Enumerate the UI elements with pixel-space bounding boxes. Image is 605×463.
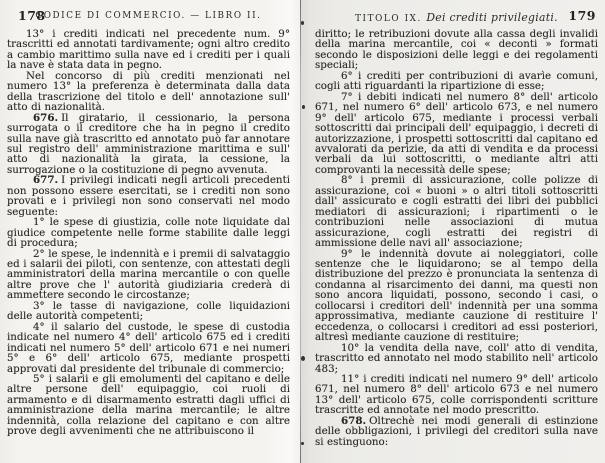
paragraph-item-5: 5° i salarii e gli emolumenti del capitano e delle altre persone dell' equipaggio, coi ruoli di armamento e di disarmamento estratti dagli uffici di amministrazione della marina mercantile; le altre indennità, colla relazione del capitano e con altre prove degli avvenimenti che ne attribuiscono il — [7, 372, 290, 438]
left-page — [7, 0, 290, 463]
left-running-title-text: CODICE DI COMMERCIO. — LIBRO II. — [35, 11, 262, 21]
right-running-title-italic: Dei crediti privilegiati. — [426, 11, 558, 24]
paragraph-item-8: 8° i premii di assicurazione, colle polizze di assicurazione, coi « buoni » o altri titoli sottoscritti dall' assicurato e cogli estratti dei libri dei pubblici mediatori di assicurazioni; i ripartimenti o le contribuzioni nelle associazioni di mutua assicurazione, cogli estratti dei registri di ammissione delle navi all' associazione; — [315, 174, 598, 250]
article-number: 678. — [341, 414, 367, 427]
book-gutter-line — [300, 0, 301, 463]
paragraph-item-4: 4° il salario del custode, le spese di custodia indicate nel numero 4° dell' articolo 675 ed i crediti indicati nel numero 5° dell' articolo 671 e nei numeri 5° e 6° dell' articolo 675, mediante prospetti approvati dal presidente del tribunale di commercio; — [7, 320, 290, 375]
right-page-text — [315, 29, 598, 447]
paragraph-item-2: 2° le spese, le indennità e i premii di salvataggio ed i salarii dei piloti, con sentenze, con attestati degli amministratori della marina mercantile o con quelle altre prove che l' autorità giudiziaria crederà di ammettere secondo le circostanze; — [7, 247, 290, 302]
left-running-title — [7, 8, 290, 21]
right-running-header — [315, 8, 598, 24]
ink-speck — [301, 21, 304, 25]
paragraph: Nel concorso di più crediti menzionati nel numero 13° la preferenza è determinata dalla data della trascrizione del titolo e dell' annotazione sull' atto di nazionalità. — [7, 69, 290, 114]
ink-speck — [301, 442, 304, 445]
right-page — [315, 0, 598, 463]
paragraph-item-6: 6° i crediti per contribuzioni di avarìe comuni, cogli atti riguardanti la ripartizione di esse; — [315, 69, 598, 93]
paragraph-item-1: 1° le spese di giustizia, colle note liquidate dal giudice competente nelle forme stabilite dalle leggi di procedura; — [7, 216, 290, 250]
paragraph: 13° i crediti indicati nel precedente num. 9° trascritti ed annotati tardivamente; ogni altro credito a cambio marittimo sulla nave ed i crediti per i quali la nave è stata data in pegno. — [7, 28, 290, 72]
paragraph-article-677: 677. I privilegi indicati negli articoli precedenti non possono essere esercitati, se i crediti non sono provati e i privilegi non sono conservati nel modo seguente: — [7, 174, 290, 218]
paragraph-item-10: 10° la vendita della nave, coll' atto di vendita, trascritto ed annotato nel modo stabilito nell' articolo 483; — [315, 341, 598, 375]
paragraph-item-3: 3° le tasse di navigazione, colle liquidazioni delle autorità competenti; — [7, 299, 290, 323]
right-running-title — [315, 8, 598, 24]
article-number: 677. — [33, 174, 59, 187]
right-running-title-label: TITOLO IX. — [355, 14, 422, 24]
ink-speck — [302, 105, 305, 109]
paragraph-item-11: 11° i crediti indicati nel numero 9° dell' articolo 671, nel numero 8° dell' articolo 673 e nel numero 13° dell' articolo 675, colle corrispondenti scritture trascritte ed annotate nel modo prescritto. — [315, 372, 598, 417]
paragraph-article-678: 678. Oltrechè nei modi generali di estinzione delle obbligazioni, i privilegi del creditori sulla nave si estinguono: — [315, 414, 598, 448]
left-page-number: 178 — [18, 8, 46, 23]
paragraph-item-7: 7° i debiti indicati nel numero 8° dell' articolo 671, nel numero 6° dell' articolo 673, e nel numero 9° dell' articolo 675, mediante i processi verbali sottoscritti dai principali dell' equipaggio, i decreti di autorizzazione, i prospetti sottoscritti dal capitano ed avvalorati da perizie, da atti di vendita e da processi verbali da lui sottoscritti, o mediante altri atti comprovanti la necessità delle spese; — [315, 90, 598, 176]
left-page-text — [7, 29, 290, 437]
paragraph-item-9: 9° le indennità dovute ai noleggiatori, colle sentenze che le liquidarono; se al tempo della distribuzione del prezzo è pronunciata la sentenza di condanna al risarcimento dei danni, ma questi non sono ancora liquidati, possono, secondo i casi, o collocarsi i creditori dell' indennità per una somma approssimativa, mediante cauzione di restituire l' eccedenza, o collocarsi i creditori ad essi posteriori, altresì mediante cauzione di restituire; — [315, 247, 598, 344]
right-page-number: 179 — [568, 8, 596, 23]
ink-speck — [301, 356, 305, 361]
article-number: 676. — [33, 111, 59, 124]
paragraph-continuation: diritto; le retribuzioni dovute alla cassa degli invalidi della marina mercantile, coi « deconti » formati secondo le disposizioni delle leggi e dei regolamenti speciali; — [315, 28, 598, 72]
paragraph-article-676: 676. Il giratario, il cessionario, la persona surrogata o il creditore che ha in pegno il credito sulla nave già trascritto ed annotato può far annotare sul registro dell' amministrazione marittima e sull' atto di nazionalità la girata, la cessione, la surrogazione o la costituzione di pegno avvenuta. — [7, 111, 290, 176]
left-running-header — [7, 8, 290, 24]
